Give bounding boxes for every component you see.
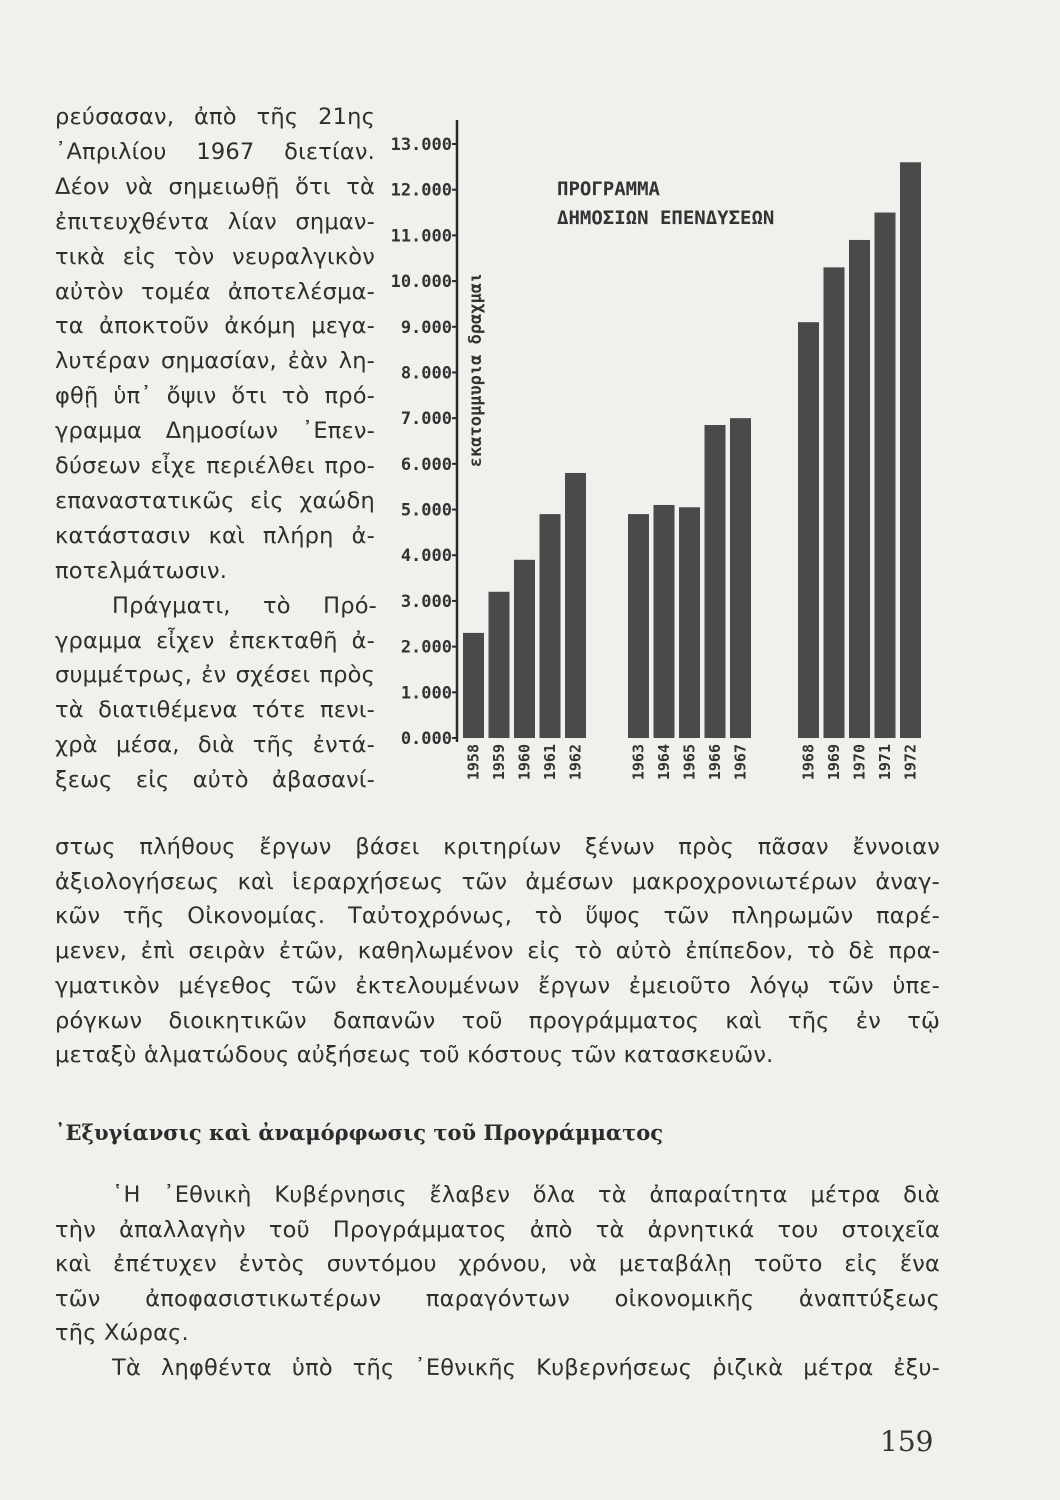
text-line: τὰ διατιθέμενα τότε πενι- [55,697,375,724]
text-line: μενεν, ἐπὶ σειρὰν ἐτῶν, καθηλωμένον εἰς τὸ αὐτὸ ἐπίπεδον, τὸ δὲ πρα- [55,938,940,965]
bar-1961 [540,514,561,738]
text-line: συμμέτρως, ἐν σχέσει πρὸς [55,662,375,689]
text-line: τὴν ἀπαλλαγὴν τοῦ Προγράμματος ἀπὸ τὰ ἀρνητικά του στοιχεῖα [55,1216,940,1243]
text-line: Πράγματι, τὸ Πρό- [112,592,377,619]
text-line: ρόγκων διοικητικῶν δαπανῶν τοῦ προγράμματος καὶ τῆς ἐν τῷ [55,1007,940,1034]
text-line: γματικὸν μέγεθος τῶν ἐκτελουμένων ἔργων ἐμειοῦτο λόγῳ τῶν ὑπε- [55,972,940,999]
text-line: χρὰ μέσα, διὰ τῆς ἐντά- [55,732,375,759]
x-tick-label-1971: 1971 [876,744,894,781]
bar-1971 [875,213,896,738]
y-tick-label: 1.000 [400,683,452,704]
text-line: φθῇ ὑπ᾿ ὄψιν ὅτι τὸ πρό- [55,383,375,410]
text-line: Δέον νὰ σημειωθῇ ὅτι τὰ [55,173,375,200]
bar-1964 [654,505,675,738]
text-line: τῶν ἀποφασιστικωτέρων παραγόντων οἰκονομικῆς ἀναπτύξεως [55,1285,940,1312]
text-line: ῾Η ᾿Εθνικὴ Κυβέρνησις ἔλαβεν ὅλα τὰ ἀπαραίτητα μέτρα διὰ [112,1182,940,1208]
text-line: Τὰ ληφθέντα ὑπὸ τῆς ᾿Εθνικῆς Κυβερνήσεως ῥιζικὰ μέτρα ἐξυ- [112,1355,940,1381]
text-line: τα ἀποκτοῦν ἀκόμη μεγα- [55,313,375,340]
y-tick-label: 8.000 [400,363,452,384]
text-line: ἀξιολογήσεως καὶ ἱεραρχήσεως τῶν ἀμέσων μακροχρονιωτέρων ἀναγ- [55,868,940,895]
bar-1972 [900,162,921,738]
x-tick-label-1963: 1963 [629,744,648,781]
y-tick-label: 12.000 [390,180,452,201]
page-number: 159 [880,1425,934,1458]
chart-title-line1: ΠΡΟΓΡΑΜΜΑ [557,178,660,200]
chart-title-line2: ΔΗΜΟΣΙΩΝ ΕΠΕΝΔΥΣΕΩΝ [557,207,775,229]
y-tick-label: 10.000 [390,272,452,293]
text-line: στως πλήθους ἔργων βάσει κριτηρίων ξένων πρὸς πᾶσαν ἔννοιαν [55,834,940,860]
text-line: κατάστασιν καὶ πλήρη ἀ- [55,522,375,549]
x-tick-label-1959: 1959 [490,744,508,781]
text-line: αὐτὸν τομέα ἀποτελέσμα- [55,278,375,305]
text-line: δύσεων εἶχε περιέλθει προ- [55,453,375,479]
y-axis-label: εκατομμυρια δραχμαι [466,272,486,468]
x-tick-label-1961: 1961 [541,744,559,781]
text-line: μεταξὺ ἁλματώδους αὐξήσεως τοῦ κόστους τῶν κατασκευῶν. [55,1042,774,1069]
y-tick-label: 2.000 [400,637,452,658]
bar-1962 [565,473,586,738]
y-tick-label: 7.000 [400,409,452,430]
x-tick-label-1970: 1970 [850,744,869,781]
y-tick-label: 0.000 [400,729,452,749]
section-heading: ᾿Εξυγίανσις καὶ ἀναμόρφωσις τοῦ Προγράμματος [55,1120,663,1145]
y-tick-label: 3.000 [400,591,452,612]
text-line: καὶ ἐπέτυχεν ἐντὸς συντόμου χρόνου, νὰ μεταβάλῃ τοῦτο εἰς ἕνα [55,1251,940,1278]
y-tick-label: 4.000 [400,546,452,567]
text-line: λυτέραν σημασίαν, ἐὰν λη- [55,348,375,375]
x-tick-label-1965: 1965 [680,744,699,781]
bar-1968 [798,322,819,738]
y-tick-label: 5.000 [400,500,452,521]
y-tick-label: 11.000 [390,226,452,247]
y-tick-label: 6.000 [400,454,452,475]
bar-1970 [849,240,870,738]
text-line: τικὰ εἰς τὸν νευραλγικὸν [55,243,375,270]
bar-1969 [824,267,845,738]
text-line: επαναστατικῶς εἰς χαώδη [55,487,375,514]
text-line: ξεως εἰς αὐτὸ ἀβασανί- [55,767,375,794]
x-tick-label-1962: 1962 [566,744,585,781]
text-line: ρεύσασαν, ἀπὸ τῆς 21ης [55,104,375,130]
x-tick-label-1968: 1968 [799,744,818,781]
bar-1965 [679,507,700,738]
x-tick-label-1967: 1967 [731,744,750,781]
text-line: ᾿Απριλίου 1967 διετίαν. [55,138,375,165]
bar-1958 [463,633,484,738]
x-tick-label-1969: 1969 [825,744,843,781]
x-tick-label-1972: 1972 [901,744,920,781]
x-tick-label-1964: 1964 [655,744,673,781]
y-tick-label: 13.000 [390,135,452,155]
text-line: τῆς Χώρας. [55,1320,189,1347]
text-line: γραμμα εἶχεν ἐπεκταθῆ ἀ- [55,627,375,654]
text-line: κῶν τῆς Οἰκονομίας. Ταὐτοχρόνως, τὸ ὕψος τῶν πληρωμῶν παρέ- [55,903,940,930]
x-tick-label-1966: 1966 [706,744,724,781]
text-line: ἐπιτευχθέντα λίαν σημαν- [55,208,375,235]
text-line: γραμμα Δημοσίων ᾿Επεν- [55,418,375,445]
x-tick-label-1958: 1958 [464,744,483,781]
bar-1959 [489,592,510,738]
bar-1966 [705,425,726,738]
bar-1960 [514,560,535,738]
bar-1963 [628,514,649,738]
bar-1967 [730,418,751,738]
investment-program-chart [385,120,925,810]
y-tick-label: 9.000 [400,317,452,338]
x-tick-label-1960: 1960 [515,744,534,781]
text-line: ποτελμάτωσιν. [55,557,228,584]
